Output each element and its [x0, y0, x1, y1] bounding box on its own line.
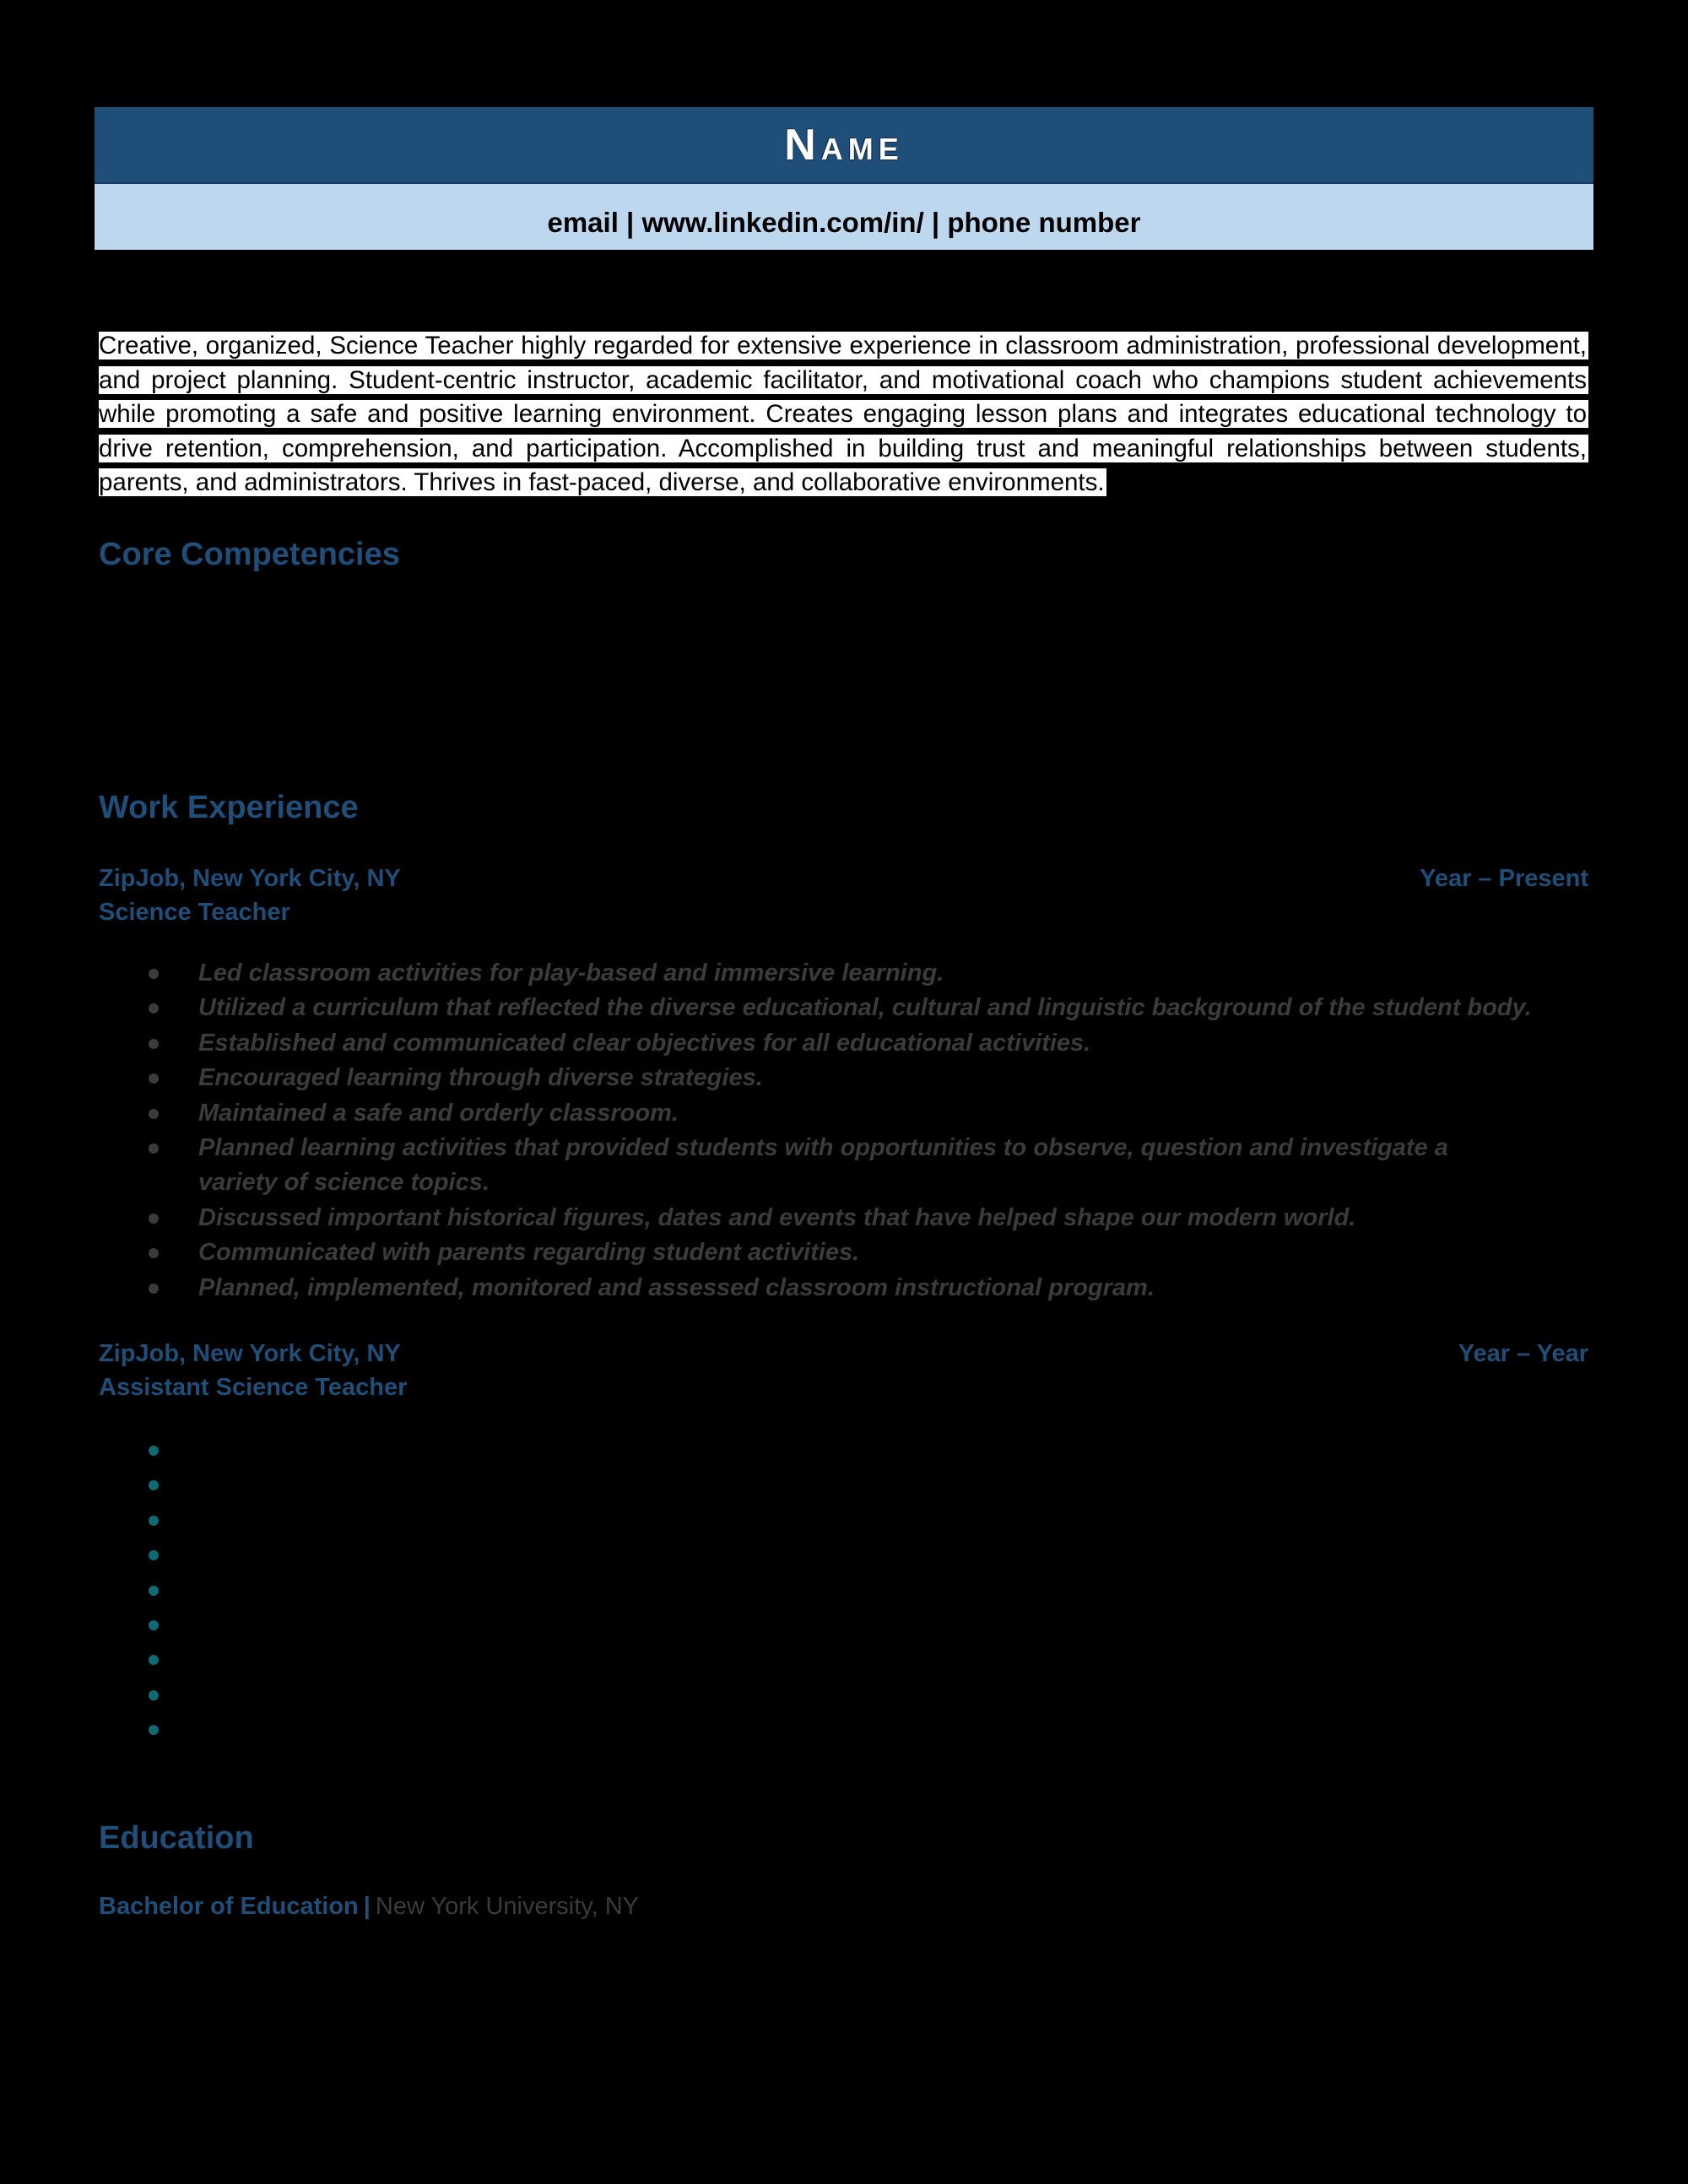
- education-entry: [99, 1893, 639, 1921]
- professional-summary: [99, 329, 1588, 500]
- list-item: [99, 1468, 1534, 1502]
- bullet-icon: [149, 1003, 159, 1014]
- bullet-icon: [149, 1550, 159, 1560]
- list-item: [99, 1573, 1534, 1608]
- bullet-icon: [149, 1586, 159, 1596]
- name-bar: [95, 107, 1593, 184]
- job-1-company: ZipJob, New York City, NY: [99, 865, 401, 892]
- bullet-icon: [149, 1620, 159, 1630]
- bullet-icon: [149, 1039, 159, 1049]
- job-2-title: Assistant Science Teacher: [99, 1374, 408, 1401]
- list-item: Established and communicated clear objectives for all educational activities.: [99, 1026, 1534, 1061]
- bullet-icon: [149, 1248, 159, 1258]
- list-item: Planned learning activities that provided students with opportunities to observe, question and investigate a variety of science topics.: [99, 1131, 1534, 1201]
- job-2-bullet-list: [99, 1433, 1534, 1748]
- bullet-icon: [149, 1073, 159, 1084]
- bullet-icon: [149, 969, 159, 979]
- list-item: Encouraged learning through diverse strategies.: [99, 1061, 1534, 1095]
- bullet-icon: [149, 1109, 159, 1119]
- resume-header: [95, 107, 1593, 250]
- list-item: [99, 1538, 1534, 1572]
- list-item: [99, 1503, 1534, 1538]
- list-item: [99, 1712, 1534, 1747]
- list-item: [99, 1642, 1534, 1677]
- bullet-icon: [149, 1143, 159, 1154]
- school: New York University, NY: [375, 1893, 640, 1920]
- education-heading: Education: [99, 1820, 254, 1856]
- core-competencies-heading: Core Competencies: [99, 537, 400, 572]
- bullet-icon: [149, 1446, 159, 1456]
- list-item: Discussed important historical figures, dates and events that have helped shape our modern world.: [99, 1201, 1534, 1235]
- list-item: Utilized a curriculum that reflected the diverse educational, cultural and linguistic background of the student body.: [99, 991, 1534, 1025]
- bullet-icon: [149, 1516, 159, 1526]
- list-item: Maintained a safe and orderly classroom.: [99, 1096, 1534, 1131]
- bullet-icon: [149, 1284, 159, 1294]
- list-item: [99, 1608, 1534, 1642]
- bullet-icon: [149, 1480, 159, 1490]
- contact-bar: [95, 184, 1593, 250]
- job-1-header: [99, 865, 1588, 893]
- contact-info: email | www.linkedin.com/in/ | phone number: [547, 207, 1141, 238]
- degree: Bachelor of Education: [99, 1893, 359, 1920]
- job-2-company: ZipJob, New York City, NY: [99, 1340, 401, 1367]
- bullet-icon: [149, 1725, 159, 1735]
- candidate-name: Name: [784, 120, 904, 170]
- job-2-dates: Year – Year: [1458, 1340, 1588, 1367]
- list-item: Communicated with parents regarding student activities.: [99, 1235, 1534, 1270]
- list-item: [99, 1433, 1534, 1468]
- bullet-icon: [149, 1655, 159, 1665]
- job-1-dates: Year – Present: [1420, 865, 1588, 892]
- list-item: [99, 1678, 1534, 1712]
- list-item: Planned, implemented, monitored and assessed classroom instructional program.: [99, 1271, 1534, 1306]
- list-item: Led classroom activities for play-based and immersive learning.: [99, 956, 1534, 991]
- summary-text: Creative, organized, Science Teacher highly regarded for extensive experience in classroom administration, professional development, and project planning. Student-centric instructor, academic facilitator, and motivational coach who champions student achievements while promoting a safe and positive learning environment. Creates engaging lesson plans and integrates educational technology to drive retention, comprehension, and participation. Accomplished in building trust and meaningful relationships between students, parents, and administrators. Thrives in fast-paced, diverse, and collaborative environments.: [99, 332, 1587, 496]
- bullet-icon: [149, 1214, 159, 1224]
- job-1-bullet-list: [99, 956, 1534, 1306]
- job-2-header: [99, 1340, 1588, 1368]
- job-1-title: Science Teacher: [99, 899, 290, 926]
- separator: |: [363, 1893, 371, 1920]
- bullet-icon: [149, 1690, 159, 1700]
- work-experience-heading: Work Experience: [99, 790, 359, 825]
